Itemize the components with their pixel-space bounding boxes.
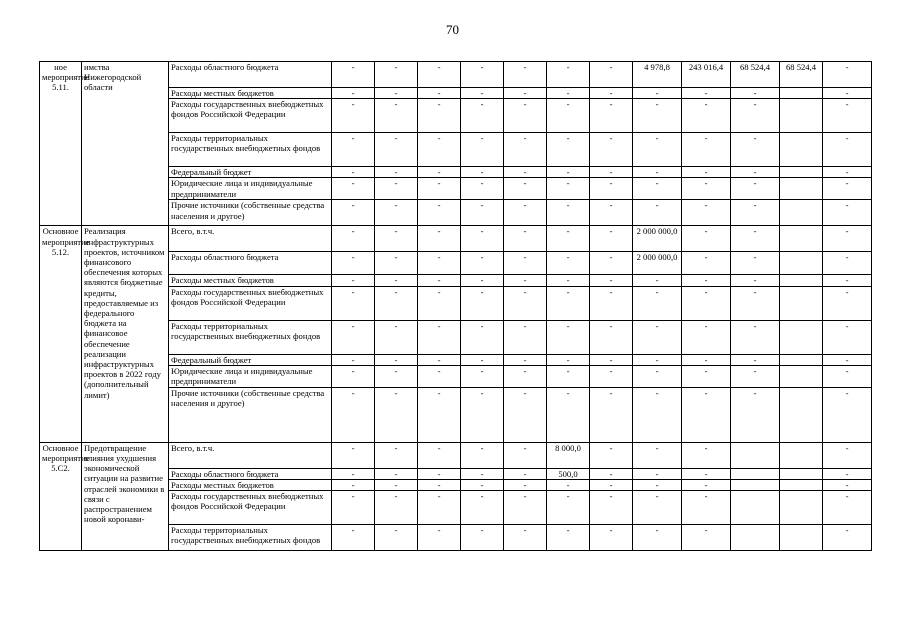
value-cell: - [375, 88, 418, 99]
value-cell: - [547, 491, 590, 525]
value-cell: - [418, 525, 461, 551]
value-cell: - [633, 354, 682, 365]
value-cell: - [418, 178, 461, 200]
value-cell [780, 442, 823, 468]
value-cell: - [504, 365, 547, 387]
value-cell: - [731, 178, 780, 200]
value-cell: - [332, 491, 375, 525]
value-cell [780, 491, 823, 525]
value-cell: - [590, 525, 633, 551]
value-cell: - [590, 354, 633, 365]
value-cell: - [461, 365, 504, 387]
value-cell: - [461, 480, 504, 491]
page-number: 70 [446, 22, 459, 37]
value-cell [780, 226, 823, 252]
value-cell: - [682, 275, 731, 286]
value-cell: - [375, 320, 418, 354]
value-cell: 68 524,4 [731, 62, 780, 88]
value-cell: - [504, 480, 547, 491]
value-cell [780, 252, 823, 275]
value-cell [780, 275, 823, 286]
funding-source-cell: Прочие источники (собственные средства населения и другое) [169, 200, 332, 226]
value-cell: - [504, 286, 547, 320]
funding-source-cell: Всего, в.т.ч. [169, 226, 332, 252]
value-cell: - [375, 387, 418, 442]
value-cell: - [418, 167, 461, 178]
value-cell: 68 524,4 [780, 62, 823, 88]
value-cell: - [375, 480, 418, 491]
value-cell: - [682, 387, 731, 442]
value-cell: - [547, 200, 590, 226]
value-cell: - [418, 468, 461, 479]
value-cell: 2 000 000,0 [633, 252, 682, 275]
table-row [40, 226, 872, 252]
value-cell [780, 525, 823, 551]
value-cell: - [547, 320, 590, 354]
value-cell: 243 016,4 [682, 62, 731, 88]
value-cell: - [731, 226, 780, 252]
value-cell: - [504, 468, 547, 479]
value-cell: - [633, 88, 682, 99]
value-cell: - [547, 365, 590, 387]
value-cell: - [375, 133, 418, 167]
value-cell: - [682, 99, 731, 133]
value-cell: - [682, 468, 731, 479]
value-cell: - [375, 252, 418, 275]
value-cell [780, 133, 823, 167]
value-cell: - [823, 525, 872, 551]
value-cell: - [375, 442, 418, 468]
value-cell: - [418, 133, 461, 167]
value-cell: - [823, 226, 872, 252]
value-cell: - [418, 365, 461, 387]
value-cell: - [375, 167, 418, 178]
value-cell: - [682, 88, 731, 99]
value-cell: - [461, 200, 504, 226]
value-cell: - [823, 320, 872, 354]
value-cell: - [418, 88, 461, 99]
value-cell: - [332, 286, 375, 320]
value-cell: - [504, 354, 547, 365]
value-cell: - [731, 167, 780, 178]
value-cell: - [332, 275, 375, 286]
value-cell: - [633, 200, 682, 226]
value-cell: - [547, 387, 590, 442]
value-cell: - [731, 286, 780, 320]
value-cell: - [461, 252, 504, 275]
value-cell: - [590, 133, 633, 167]
value-cell: - [682, 365, 731, 387]
value-cell [731, 468, 780, 479]
value-cell: - [461, 62, 504, 88]
value-cell [780, 167, 823, 178]
activity-code-cell: ное мероприятие 5.11. [40, 62, 82, 226]
value-cell: - [332, 365, 375, 387]
value-cell: - [418, 275, 461, 286]
funding-source-cell: Юридические лица и индивидуальные предприниматели [169, 178, 332, 200]
value-cell [780, 365, 823, 387]
value-cell: - [731, 275, 780, 286]
value-cell: - [504, 275, 547, 286]
value-cell: - [590, 226, 633, 252]
value-cell [780, 178, 823, 200]
funding-source-cell: Расходы местных бюджетов [169, 275, 332, 286]
value-cell: - [731, 200, 780, 226]
table-row [40, 442, 872, 468]
value-cell: - [823, 387, 872, 442]
value-cell: - [823, 99, 872, 133]
value-cell: - [633, 167, 682, 178]
value-cell: - [375, 491, 418, 525]
value-cell: - [682, 178, 731, 200]
value-cell: - [633, 178, 682, 200]
activity-name-cell: имства Нижегородской области [82, 62, 169, 226]
funding-source-cell: Расходы местных бюджетов [169, 88, 332, 99]
funding-source-cell: Федеральный бюджет [169, 167, 332, 178]
value-cell: - [823, 62, 872, 88]
value-cell: - [332, 320, 375, 354]
value-cell: - [461, 387, 504, 442]
value-cell: - [504, 99, 547, 133]
funding-source-cell: Расходы территориальных государственных внебюджетных фондов [169, 133, 332, 167]
value-cell: - [547, 167, 590, 178]
value-cell: - [633, 275, 682, 286]
value-cell [731, 525, 780, 551]
value-cell: - [547, 286, 590, 320]
value-cell: - [418, 286, 461, 320]
value-cell: - [547, 354, 590, 365]
value-cell [780, 480, 823, 491]
value-cell: - [731, 88, 780, 99]
value-cell [731, 491, 780, 525]
value-cell: - [731, 365, 780, 387]
value-cell: - [823, 286, 872, 320]
value-cell: - [504, 252, 547, 275]
value-cell: - [590, 275, 633, 286]
value-cell: - [823, 133, 872, 167]
value-cell: - [461, 354, 504, 365]
value-cell: - [682, 252, 731, 275]
funding-source-cell: Всего, в.т.ч. [169, 442, 332, 468]
value-cell: - [332, 525, 375, 551]
funding-source-cell: Расходы государственных внебюджетных фондов Российской Федерации [169, 99, 332, 133]
value-cell: - [590, 480, 633, 491]
value-cell: - [332, 480, 375, 491]
value-cell: - [461, 525, 504, 551]
value-cell: - [633, 442, 682, 468]
value-cell: - [461, 88, 504, 99]
value-cell: 2 000 000,0 [633, 226, 682, 252]
value-cell: - [633, 99, 682, 133]
value-cell: - [682, 167, 731, 178]
value-cell: - [633, 320, 682, 354]
value-cell: - [504, 525, 547, 551]
funding-source-cell: Расходы территориальных государственных внебюджетных фондов [169, 320, 332, 354]
value-cell: - [418, 442, 461, 468]
value-cell: - [375, 286, 418, 320]
activity-name-cell: Предотвращение влияния ухудшения экономической ситуации на развитие отраслей экономики в связи с распространением новой коронави- [82, 442, 169, 550]
value-cell: - [731, 387, 780, 442]
activity-code-cell: Основное мероприятие 5.С2. [40, 442, 82, 550]
value-cell: - [823, 480, 872, 491]
value-cell: - [418, 320, 461, 354]
value-cell: - [547, 88, 590, 99]
value-cell: - [332, 167, 375, 178]
value-cell: - [332, 252, 375, 275]
value-cell: - [504, 442, 547, 468]
value-cell: - [332, 133, 375, 167]
value-cell: - [633, 286, 682, 320]
value-cell: - [418, 252, 461, 275]
value-cell: - [461, 491, 504, 525]
value-cell: - [547, 99, 590, 133]
funding-source-cell: Расходы областного бюджета [169, 252, 332, 275]
value-cell: - [633, 387, 682, 442]
value-cell: - [547, 275, 590, 286]
value-cell: - [461, 468, 504, 479]
value-cell: - [731, 320, 780, 354]
value-cell [780, 88, 823, 99]
value-cell: - [633, 365, 682, 387]
value-cell: - [590, 442, 633, 468]
value-cell: - [731, 252, 780, 275]
value-cell [780, 387, 823, 442]
value-cell: - [375, 468, 418, 479]
value-cell: - [682, 200, 731, 226]
value-cell: - [682, 480, 731, 491]
funding-source-cell: Юридические лица и индивидуальные предприниматели [169, 365, 332, 387]
value-cell: - [682, 442, 731, 468]
value-cell: - [823, 178, 872, 200]
value-cell: - [375, 226, 418, 252]
value-cell [780, 286, 823, 320]
value-cell: - [823, 365, 872, 387]
value-cell: - [418, 99, 461, 133]
value-cell: 4 978,8 [633, 62, 682, 88]
value-cell: - [590, 200, 633, 226]
activity-code-cell: Основное мероприятие 5.12. [40, 226, 82, 442]
value-cell: - [682, 226, 731, 252]
value-cell: - [504, 62, 547, 88]
funding-source-cell: Расходы государственных внебюджетных фондов Российской Федерации [169, 286, 332, 320]
value-cell: - [418, 354, 461, 365]
funding-source-cell: Прочие источники (собственные средства населения и другое) [169, 387, 332, 442]
value-cell: - [332, 442, 375, 468]
value-cell: - [375, 525, 418, 551]
value-cell: - [332, 226, 375, 252]
value-cell: - [823, 200, 872, 226]
value-cell: - [633, 133, 682, 167]
value-cell: - [418, 480, 461, 491]
value-cell: - [461, 99, 504, 133]
value-cell: - [332, 178, 375, 200]
value-cell: 8 000,0 [547, 442, 590, 468]
value-cell: - [590, 387, 633, 442]
value-cell: - [504, 387, 547, 442]
value-cell: - [590, 468, 633, 479]
value-cell [731, 442, 780, 468]
value-cell: - [375, 99, 418, 133]
value-cell: - [547, 226, 590, 252]
value-cell: - [633, 480, 682, 491]
value-cell: - [332, 354, 375, 365]
value-cell: - [504, 226, 547, 252]
value-cell: - [682, 525, 731, 551]
value-cell: - [547, 133, 590, 167]
value-cell: - [418, 387, 461, 442]
value-cell: - [823, 167, 872, 178]
value-cell: - [590, 99, 633, 133]
value-cell: - [682, 286, 731, 320]
value-cell: - [547, 480, 590, 491]
value-cell: - [461, 178, 504, 200]
value-cell: - [731, 354, 780, 365]
value-cell: - [547, 252, 590, 275]
value-cell: - [590, 167, 633, 178]
value-cell: - [418, 62, 461, 88]
value-cell: - [504, 200, 547, 226]
value-cell: - [504, 88, 547, 99]
value-cell: 500,0 [547, 468, 590, 479]
value-cell: - [590, 365, 633, 387]
value-cell: - [590, 320, 633, 354]
value-cell: - [418, 226, 461, 252]
value-cell: - [823, 275, 872, 286]
value-cell: - [461, 320, 504, 354]
value-cell: - [823, 88, 872, 99]
value-cell: - [461, 275, 504, 286]
value-cell: - [547, 525, 590, 551]
value-cell [780, 468, 823, 479]
value-cell: - [590, 178, 633, 200]
value-cell [780, 99, 823, 133]
value-cell: - [823, 252, 872, 275]
value-cell: - [504, 167, 547, 178]
table-row [40, 62, 872, 88]
value-cell: - [461, 286, 504, 320]
funding-source-cell: Расходы местных бюджетов [169, 480, 332, 491]
value-cell: - [731, 133, 780, 167]
value-cell: - [418, 200, 461, 226]
value-cell: - [682, 133, 731, 167]
value-cell [731, 480, 780, 491]
value-cell: - [461, 133, 504, 167]
value-cell: - [547, 62, 590, 88]
value-cell: - [633, 491, 682, 525]
value-cell: - [375, 62, 418, 88]
value-cell: - [332, 88, 375, 99]
value-cell: - [590, 252, 633, 275]
value-cell: - [547, 178, 590, 200]
value-cell: - [375, 178, 418, 200]
value-cell: - [633, 468, 682, 479]
value-cell: - [633, 525, 682, 551]
value-cell: - [332, 99, 375, 133]
value-cell: - [823, 468, 872, 479]
value-cell: - [682, 320, 731, 354]
value-cell: - [332, 200, 375, 226]
activity-name-cell: Реализация инфраструктурных проектов, источником финансового обеспечения которых являются бюджетные кредиты, предоставляемые из федерального бюджета на финансовое обеспечение реализации инфраструктурных проектов в 2022 году (дополнительный лимит) [82, 226, 169, 442]
value-cell: - [504, 178, 547, 200]
value-cell [780, 200, 823, 226]
value-cell: - [504, 491, 547, 525]
value-cell: - [461, 226, 504, 252]
value-cell: - [461, 167, 504, 178]
value-cell: - [590, 88, 633, 99]
value-cell: - [461, 442, 504, 468]
value-cell: - [375, 365, 418, 387]
funding-source-cell: Расходы территориальных государственных внебюджетных фондов [169, 525, 332, 551]
value-cell: - [823, 491, 872, 525]
value-cell: - [375, 275, 418, 286]
value-cell [780, 354, 823, 365]
value-cell: - [731, 99, 780, 133]
value-cell [780, 320, 823, 354]
value-cell: - [504, 320, 547, 354]
value-cell: - [332, 62, 375, 88]
value-cell: - [418, 491, 461, 525]
value-cell: - [590, 286, 633, 320]
value-cell: - [332, 468, 375, 479]
value-cell: - [332, 387, 375, 442]
value-cell: - [682, 491, 731, 525]
value-cell: - [823, 354, 872, 365]
budget-table [39, 61, 872, 551]
value-cell: - [590, 62, 633, 88]
value-cell: - [504, 133, 547, 167]
funding-source-cell: Расходы государственных внебюджетных фондов Российской Федерации [169, 491, 332, 525]
value-cell: - [590, 491, 633, 525]
funding-source-cell: Расходы областного бюджета [169, 62, 332, 88]
value-cell: - [375, 354, 418, 365]
value-cell: - [682, 354, 731, 365]
funding-source-cell: Расходы областного бюджета [169, 468, 332, 479]
value-cell: - [375, 200, 418, 226]
funding-source-cell: Федеральный бюджет [169, 354, 332, 365]
value-cell: - [823, 442, 872, 468]
